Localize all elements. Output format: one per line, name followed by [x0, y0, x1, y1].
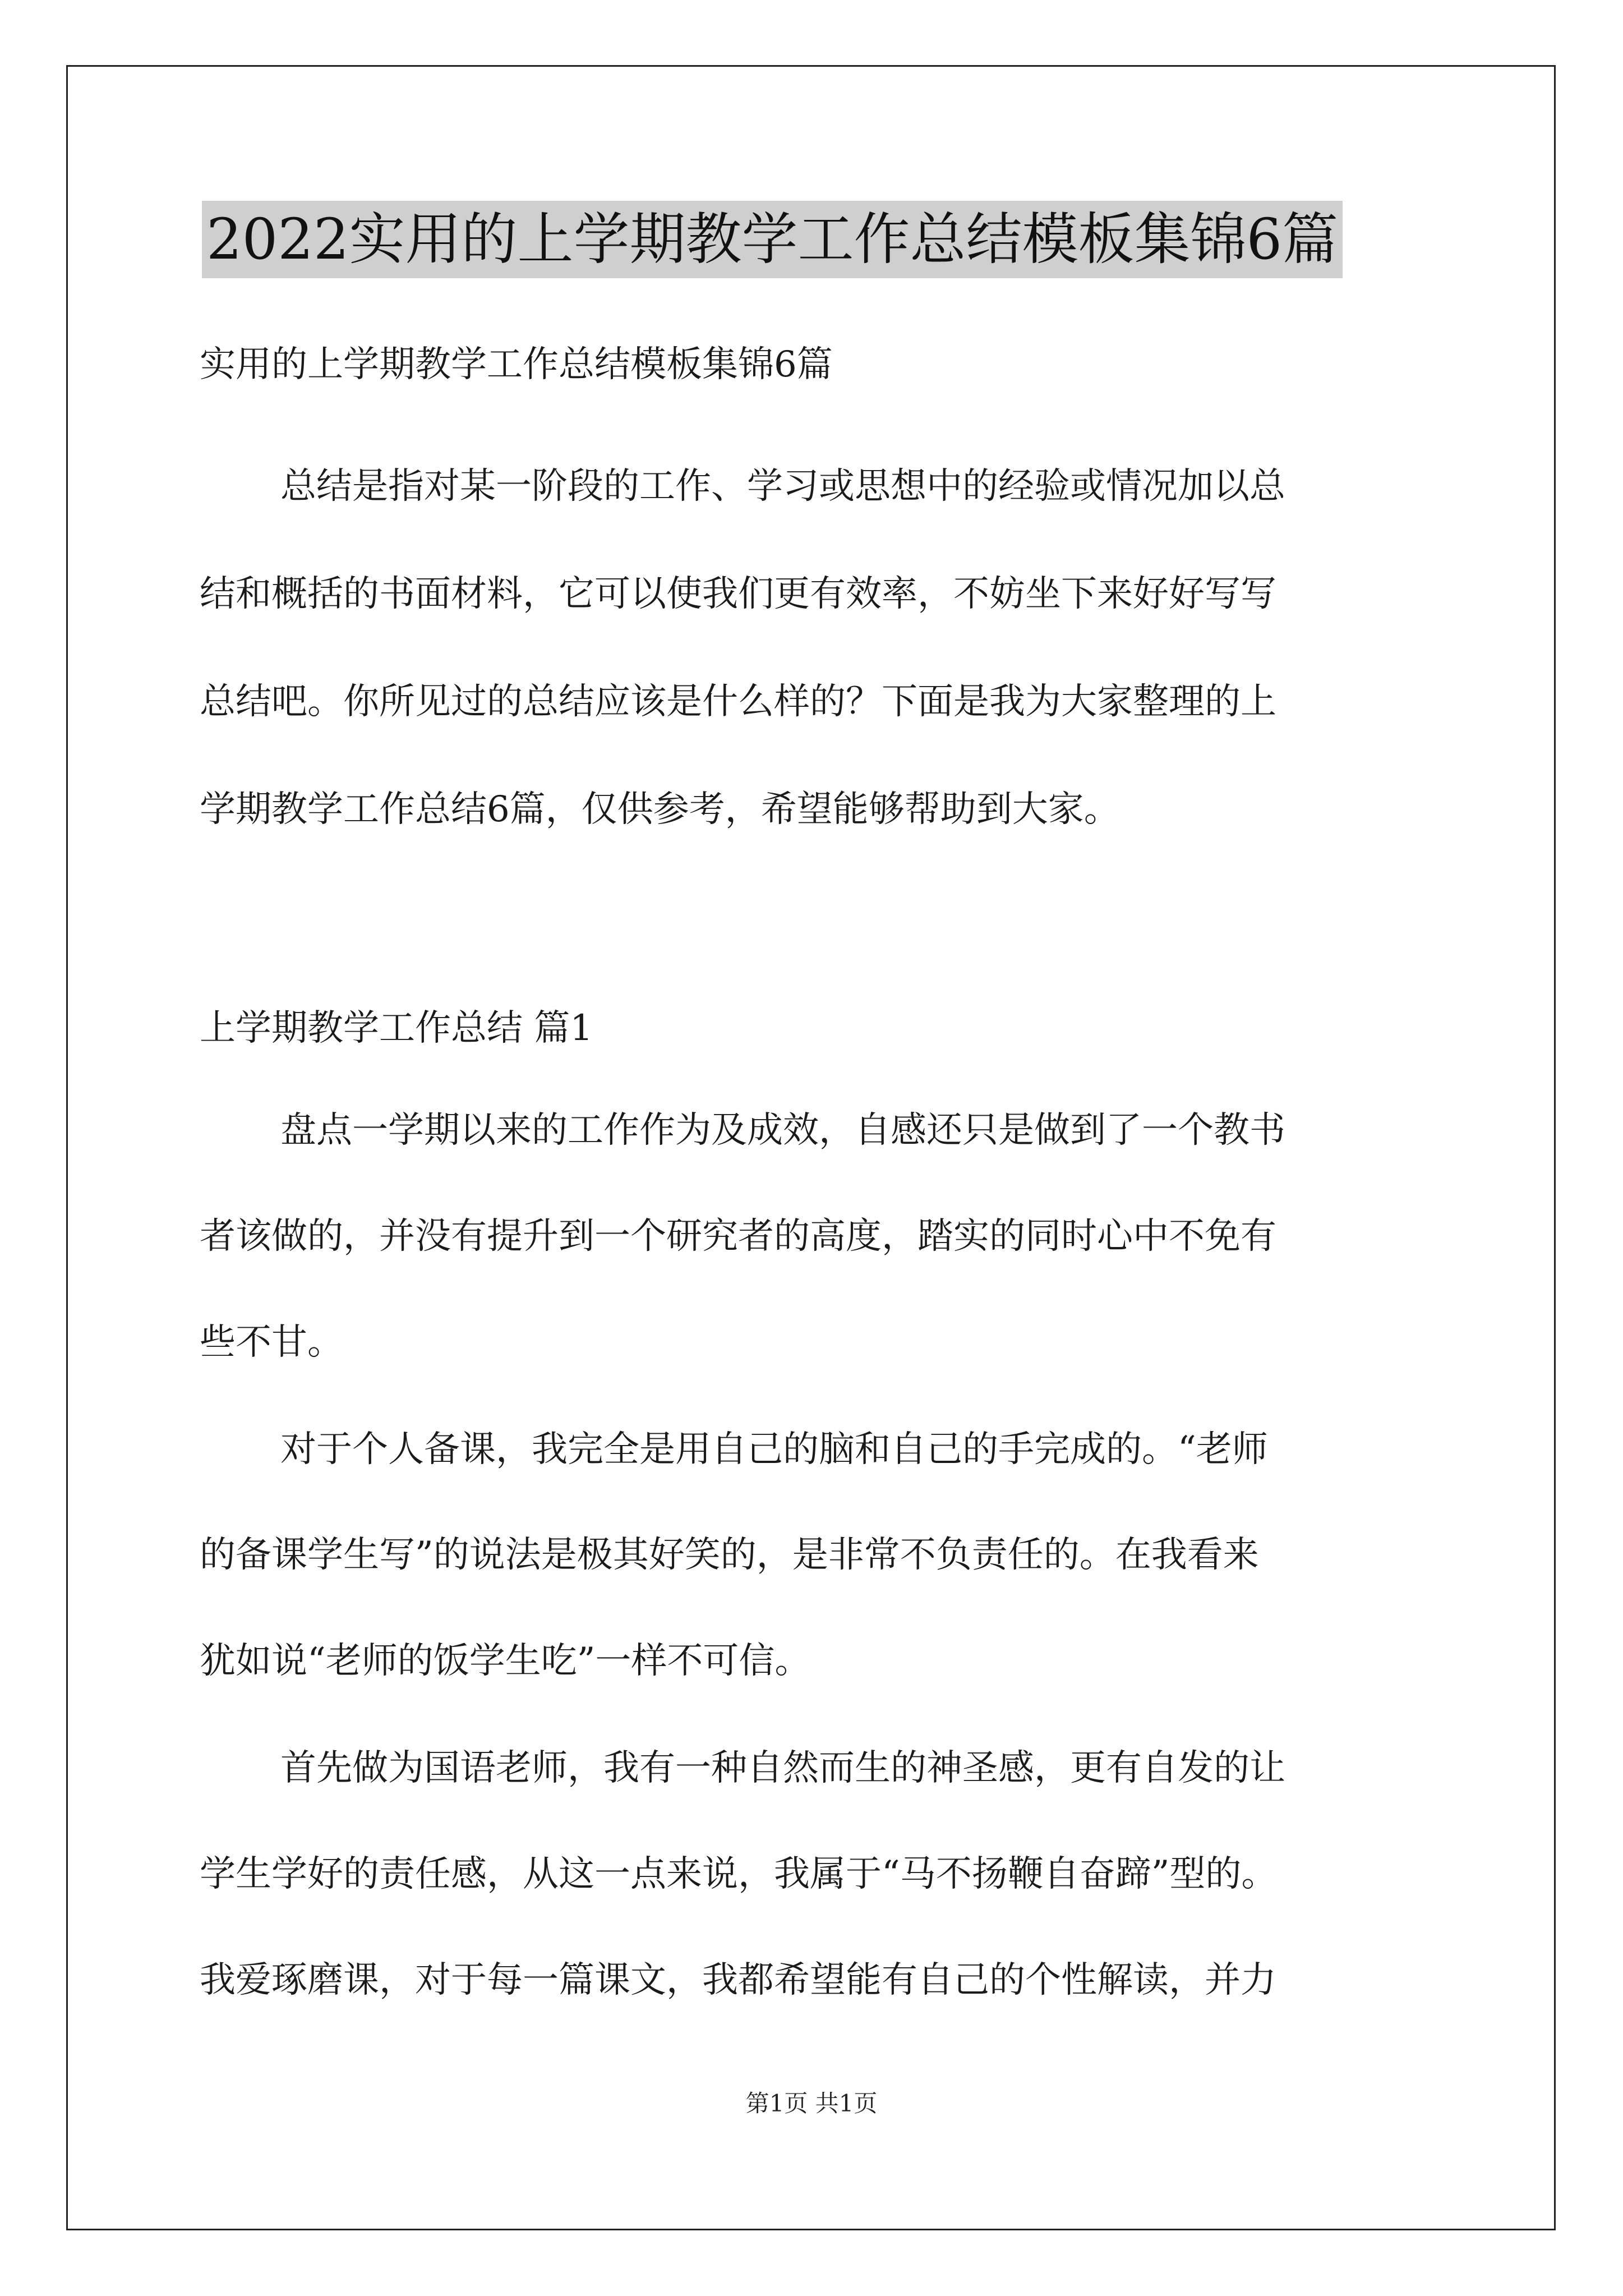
paragraph-line: 盘点一学期以来的工作作为及成效，自感还只是做到了一个教书: [280, 1110, 1285, 1151]
paragraph-line: 我爱琢磨课，对于每一篇课文，我都希望能有自己的个性解读，并力: [200, 1959, 1276, 2001]
intro-line: 结和概括的书面材料，它可以使我们更有效率，不妨坐下来好好写写: [200, 573, 1276, 615]
paragraph-line: 者该做的，并没有提升到一个研究者的高度，踏实的同时心中不免有: [200, 1216, 1276, 1257]
intro-line: 学期教学工作总结6篇，仅供参考，希望能够帮助到大家。: [200, 789, 1120, 830]
paragraph-line: 的备课学生写”的说法是极其好笑的，是非常不负责任的。在我看来: [200, 1534, 1259, 1576]
intro-line: 总结吧。你所见过的总结应该是什么样的？下面是我为大家整理的上: [200, 681, 1276, 723]
document-subtitle: 实用的上学期教学工作总结模板集锦6篇: [200, 344, 833, 385]
paragraph-line: 犹如说“老师的饭学生吃”一样不可信。: [200, 1640, 811, 1682]
section-heading: 上学期教学工作总结 篇1: [200, 1007, 593, 1049]
paragraph-line: 首先做为国语老师，我有一种自然而生的神圣感，更有自发的让: [280, 1747, 1285, 1789]
paragraph-line: 对于个人备课，我完全是用自己的脑和自己的手完成的。“老师: [280, 1429, 1268, 1470]
page-footer: 第1页 共1页: [745, 2090, 878, 2117]
paragraph-line: 学生学好的责任感，从这一点来说，我属于“马不扬鞭自奋蹄”型的。: [200, 1853, 1278, 1895]
intro-line: 总结是指对某一阶段的工作、学习或思想中的经验或情况加以总: [280, 466, 1285, 507]
paragraph-line: 些不甘。: [200, 1322, 343, 1363]
document-title: 2022实用的上学期教学工作总结模板集锦6篇: [202, 201, 1343, 278]
